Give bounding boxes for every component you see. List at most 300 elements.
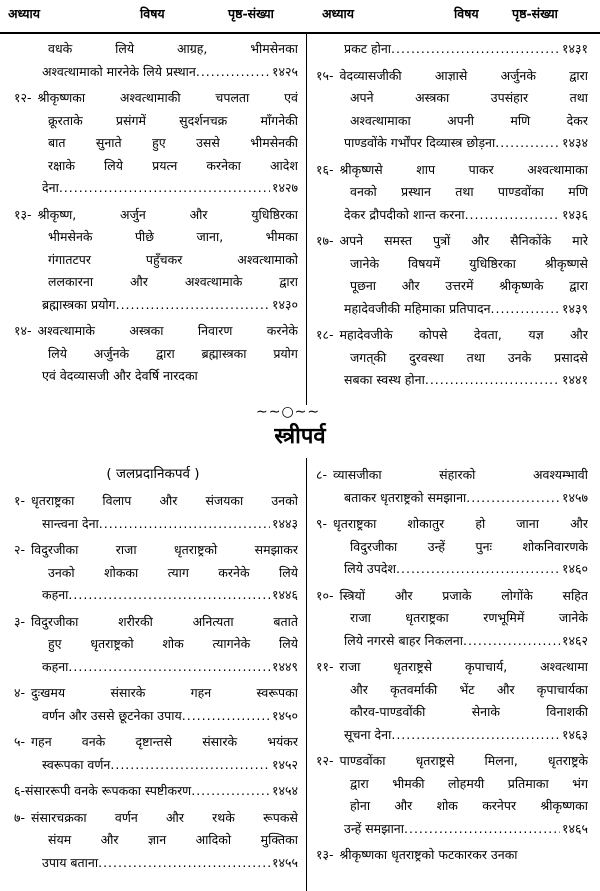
word: अश्वत्थामाके [184,274,243,289]
toc-entry-line [14,226,298,249]
entry-text: पाण्डवोंके गर्भोंपर दिव्यास्त्र छोड़ना [344,135,496,150]
entry-text: वर्णन और उससे छूटनेका उपाय [42,707,182,723]
word: पाकर [468,161,494,177]
leader-dots [68,584,270,607]
word: अश्वत्थामाको [237,251,298,267]
word: कोपसे [419,327,448,342]
word: शरीरकी [118,613,153,629]
entry-text [334,585,588,608]
word: अश्वत्थामाके [37,323,95,338]
entry-number: १६- [316,161,334,177]
word: करनेपर [482,798,517,813]
word: लिये [279,564,298,580]
entry-text [344,795,588,818]
word: ललकारना [48,274,94,289]
toc-entry-line [316,275,588,298]
word: धृतराष्ट्रके [547,753,588,768]
word: श्रीकृष्ण, [37,206,77,222]
word: श्रीकृष्णका [37,90,86,105]
toc-entry-last-line [14,705,298,728]
word: वनको [350,184,377,199]
word: जाना [516,516,539,531]
word: धृतराष्ट्रका [405,610,449,625]
word: विदुरजीका [350,538,398,554]
entry-number: ३- [14,613,26,629]
toc-entry [14,490,298,535]
entry-text: उपाय बताना [42,854,99,870]
entry-number: २- [14,542,26,557]
entry-text: प्रकट होना [344,41,392,56]
word: विषयमें [408,255,441,271]
word: संसारचक्रका [31,809,87,825]
word: प्रतिमाका [507,775,549,791]
toc-column-bottom-left [14,490,298,878]
word: कृतवर्माकी [390,681,438,697]
toc-entry-last-line [316,38,588,61]
word: राजा [350,610,371,625]
leader-dots [59,177,270,200]
word: अर्जुन [120,206,146,222]
toc-entry [14,780,298,803]
word: यज्ञ [528,327,544,342]
word: और [394,798,413,813]
word: अश्वत्थामाका [527,161,588,177]
word: अश्वत्थामा [540,659,588,674]
toc-entry [14,682,298,727]
toc-entry-line [14,132,298,155]
entry-number: ११- [316,659,334,674]
header-subject-left: विषय [140,6,165,21]
entry-text [344,679,588,702]
word: अपनी [447,112,474,128]
toc-entry-line [316,230,588,253]
word: वधके [48,41,73,56]
word: त्यागनेके [212,636,251,651]
word: होना [350,798,371,813]
word: भीमसेनकी [250,135,298,150]
word: सहित [562,587,588,603]
toc-entry-line [316,536,588,559]
leader-dots [391,38,560,61]
page-number: १४५५ [271,854,298,870]
sub-part-title: ( जलप्रदानिकपर्व ) [106,466,200,482]
word: और [496,681,515,697]
word: कौरव-पाण्डवोंकी [350,704,426,719]
entry-number: १- [14,493,26,508]
word: द्वारा [569,67,588,83]
entry-text [25,807,298,830]
entry-text [42,249,298,272]
toc-entry [316,585,588,653]
entry-text: सबका स्वस्थ होना [344,372,425,387]
entry-text [25,490,298,513]
word: रूपकसे [263,809,298,825]
word: और [166,809,184,825]
toc-entry-line [316,679,588,702]
word: धृतराष्ट्रसे [415,753,455,768]
word: और [570,516,588,531]
entry-text [42,132,298,155]
toc-entry [316,750,588,840]
toc-entry-last-line [316,204,588,227]
toc-entry [316,38,588,61]
word: राजा [115,542,137,557]
word: तथा [466,349,485,365]
word: द्वारा [350,775,369,791]
page-number: १४३० [271,296,298,312]
entry-text [32,87,298,110]
header-rule [0,32,600,34]
word: निवारण [197,323,233,338]
word: आज्ञासे [434,67,468,83]
toc-entry-line [316,607,588,630]
entry-text [344,347,588,370]
word: त्याग [167,564,189,580]
word: और [394,587,413,603]
word: श्रीकृष्णके [499,278,544,293]
entry-text: संसाररूपी वनके रूपकका स्पष्टीकरण [25,783,192,798]
word: पीछे [134,229,155,244]
word: लिये [48,345,67,361]
word: शोक [162,636,184,651]
word: और [159,493,178,508]
word: अवश्यम्भावी [532,467,588,482]
page-number: १४६५ [561,820,588,836]
part-title: स्त्रीपर्व [274,424,326,449]
entry-text [344,110,588,133]
toc-entry-last-line [316,487,588,510]
word: अस्त्रका [129,323,164,338]
toc-entry-last-line [14,852,298,875]
entry-text: लिये नगरसे बाहर निकलना [344,632,463,648]
word: उन्हें [427,538,445,554]
word: उत्तरमें [445,278,474,293]
word: जानेके [350,255,380,271]
word: रथके [212,809,235,825]
word: मणि [568,184,588,199]
entry-number: १२- [14,90,32,105]
leader-dots [196,61,270,84]
toc-entry-last-line [14,365,298,388]
entry-text [334,656,588,679]
entry-text: देना [42,180,59,195]
word: पुनः [475,538,493,554]
toc-entry [14,320,298,388]
entry-text [344,253,588,276]
word: वर्णन [114,809,138,825]
toc-entry-line [14,38,298,61]
leader-dots [491,298,560,321]
entry-text [25,682,298,705]
word: स्वरूपका [256,685,298,700]
header-page-left: पृष्ठ-संख्या [228,6,274,21]
word: और [189,206,208,222]
page-number: १४६३ [561,726,588,742]
toc-entry [316,230,588,320]
word: लिये [278,636,298,651]
entry-text [42,271,298,294]
word: बात [48,135,66,150]
word: आग्रह, [176,41,208,56]
toc-entry-last-line [316,298,588,321]
entry-text: कहना [42,587,69,602]
page-number: १४५२ [271,756,298,772]
toc-column-top-right [316,38,588,396]
leader-dots [98,852,270,875]
word: द्वारा [569,278,588,293]
toc-entry-line [14,204,298,227]
entry-text: सूचना देना [344,726,392,742]
word: भेंट [459,681,475,697]
toc-entry-line [14,320,298,343]
entry-text [344,536,588,559]
word: देवता, [473,327,502,342]
word: शोक [436,798,458,813]
word: पाण्डवोंका [339,753,386,768]
section-separator: ∼∼○∼∼ [256,404,321,420]
word: तथा [455,184,474,199]
entry-number: ९- [316,516,328,531]
word: हुए [152,135,166,150]
word: उससे [196,135,220,150]
word: चपलता [215,90,250,105]
page-number: १४२५ [271,63,298,79]
toc-entry [14,204,298,317]
entry-text [334,230,588,253]
toc-entry-line [316,795,588,818]
toc-entry-line [14,110,298,133]
leader-dots [425,369,560,392]
toc-entry-line [14,87,298,110]
word: संसारके [110,685,146,700]
word: शोकातुर [407,516,445,531]
word: प्रजाके [442,587,472,603]
word: वेदव्यासजीकी [339,67,402,83]
header-chapter-right: अध्याय [322,6,354,21]
header-page-right: पृष्ठ-संख्या [512,6,558,21]
word: गहन [31,734,52,749]
word: समस्त [384,233,412,248]
entry-number: १५- [316,67,334,83]
word: पाण्डवोंका [497,184,544,199]
toc-entry-line [14,682,298,705]
word: सुदर्शनचक्र [179,112,228,128]
leader-dots [191,780,270,803]
entry-text [344,87,588,110]
toc-entry-line [316,87,588,110]
word: धृतराष्ट्रका [31,493,75,508]
word: दुःखमय [31,685,66,700]
entry-text [344,181,588,204]
toc-entry [14,87,298,200]
toc-entry-line [316,585,588,608]
word: उपसंहार [490,90,529,105]
leader-dots [404,818,560,841]
entry-text: ब्रह्मास्त्रका प्रयोग [42,296,116,312]
word: महादेवजीके [339,327,393,342]
toc-entry-line [14,155,298,178]
word: समझाकर [254,542,298,557]
entry-text [327,513,588,536]
toc-entry-line [316,701,588,724]
word: शोकनिवारणके [522,538,588,554]
page-number: १४६२ [561,632,588,648]
toc-entry [316,464,588,509]
toc-header [0,0,600,26]
word: पहुँचकर [145,251,183,267]
word: रक्षाके [48,157,75,173]
column-divider-top [306,33,307,405]
toc-entry-line [14,633,298,656]
word: आदेश [270,157,298,173]
word: हो [475,516,486,531]
toc-entry-line [316,324,588,347]
entry-text [42,38,298,61]
word: धृतराष्ट्रसे [393,659,433,674]
word: पुत्रों [432,233,451,248]
word: शाप [416,161,436,177]
toc-entry-line [14,829,298,852]
entry-text: उन्हें समझाना [344,820,404,836]
word: जगत्‌की [350,349,387,365]
word: प्रस्थान [401,184,431,199]
word: अर्जुनके [500,67,536,83]
word: अश्वत्थामाका [350,112,411,128]
entry-text [327,464,588,487]
leader-dots [116,294,270,317]
entry-text [334,750,588,773]
toc-entry-last-line [14,513,298,536]
word: संसारके [202,734,238,749]
word: रणभूमिमें [483,610,525,625]
word: प्रसंगमें [115,112,146,128]
entry-number: १०- [316,587,334,603]
entry-text [32,320,298,343]
entry-text [42,110,298,133]
entry-text [344,607,588,630]
word: श्रीकृष्णका [540,798,588,813]
word: भीमका [265,229,298,244]
entry-text [25,731,298,754]
toc-entry-last-line [316,630,588,653]
word: करनेका [206,157,241,173]
word: गंगातटपर [48,251,91,267]
word: भीमकी [392,775,425,791]
entry-text: श्रीकृष्णका धृतराष्ट्रको फटकारकर उनका [339,847,518,862]
toc-entry-line [316,110,588,133]
toc-entry-last-line [14,61,298,84]
toc-entry-line [316,464,588,487]
word: अपने [350,90,374,105]
word: दृष्टान्तसे [135,734,173,749]
word: धृतराष्ट्रका [333,516,377,531]
word: और [100,832,119,847]
word: और [471,233,490,248]
leader-dots [68,656,270,679]
toc-entry-line [316,65,588,88]
word: भयंकर [267,734,298,749]
toc-entry-line [14,611,298,634]
header-subject-right: विषय [454,6,479,21]
word: अनित्यता [192,613,234,629]
page-number: १४४९ [271,658,298,674]
word: और [401,278,420,293]
leader-dots [391,724,560,747]
toc-entry [14,539,298,607]
word: एवं [284,90,298,105]
word: संजयका [205,493,244,508]
word: द्वारा [155,345,175,361]
toc-entry-last-line [14,294,298,317]
leader-dots [99,513,270,536]
toc-entry [316,513,588,581]
page-number: १४३९ [561,300,588,316]
page-number: १४२७ [271,180,298,195]
entry-text [344,275,588,298]
entry-number: ४- [14,685,26,700]
page-number: १४५४ [271,783,298,798]
toc-entry [14,38,298,83]
toc-column-bottom-right [316,464,588,871]
toc-entry-line [14,539,298,562]
page-number: १४३४ [561,135,588,150]
word: प्रयत्न [152,157,178,173]
word: क्रूरताके [48,112,83,128]
entry-text: महादेवजीकी महिमाका प्रतिपादन [344,300,491,316]
entry-text [42,562,298,585]
entry-number: १३- [14,206,32,222]
word: मणि [510,112,531,128]
toc-entry-last-line [316,558,588,581]
word: विनाशकी [546,704,588,719]
toc-entry-last-line [14,656,298,679]
word: बताते [273,613,298,629]
toc-entry-line [316,253,588,276]
word: युधिष्ठिरका [251,206,298,222]
word: श्रीकृष्णसे [339,161,383,177]
word: शोकका [104,564,139,580]
word: अर्जुनके [93,345,130,361]
word: करनेके [266,323,298,338]
toc-entry-last-line [316,818,588,841]
entry-number: ६- [14,783,26,798]
entry-text [334,65,588,88]
word: अपने [339,233,364,248]
toc-entry [316,324,588,392]
entry-text: कहना [42,658,69,674]
word: ज्ञान [148,832,167,847]
entry-text [42,829,298,852]
toc-entry-last-line [316,844,588,867]
word: भीमसेनके [48,229,93,244]
page-number: १४३१ [561,41,588,56]
toc-entry-last-line [14,584,298,607]
word: कृपाचार्य, [464,659,508,674]
page-number: १४३६ [561,206,588,222]
toc-entry-line [14,562,298,585]
word: धृतराष्ट्रको [90,636,134,651]
toc-entry-last-line [316,132,588,155]
word: कृपाचार्यका [536,681,588,697]
entry-number: १८- [316,327,334,342]
word: विदुरजीका [31,542,79,557]
header-chapter-left: अध्याय [8,6,40,21]
toc-entry-last-line [14,780,298,803]
word: और [350,681,368,697]
entry-text: लिये उपदेश [344,561,397,576]
entry-number: १४- [14,323,32,338]
toc-entry [316,844,588,867]
